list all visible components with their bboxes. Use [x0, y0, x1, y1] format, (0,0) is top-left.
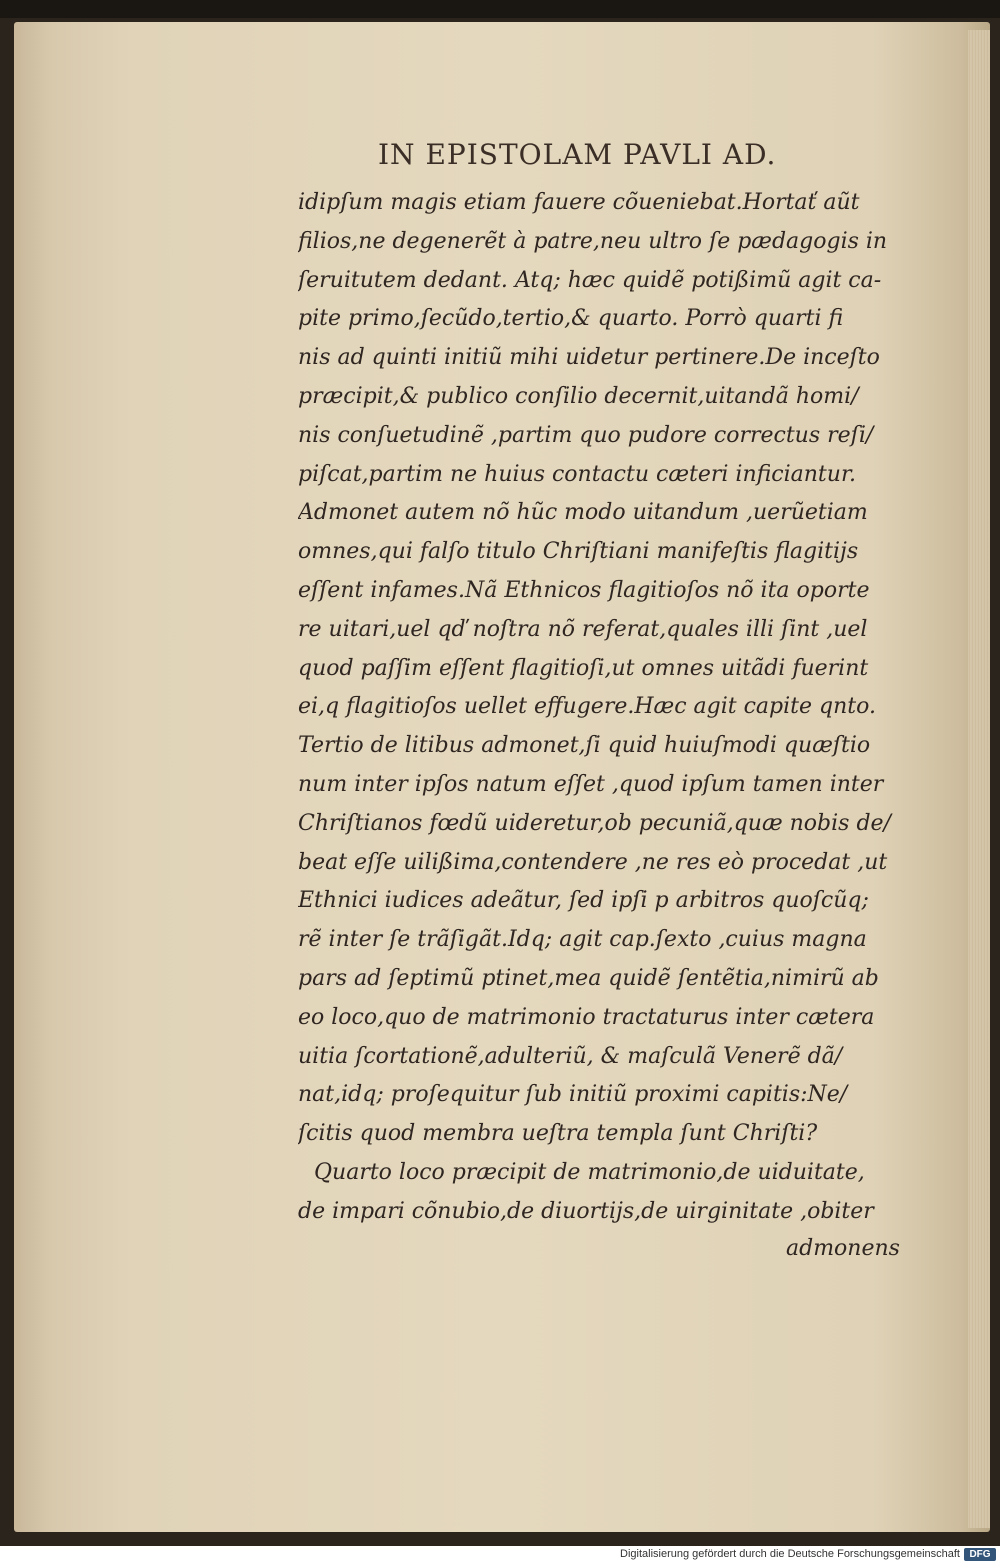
page-body-text [298, 184, 930, 1232]
text-line: quod paſſim eſſent flagitioſi,ut omnes uitãdi fuerint [298, 655, 869, 681]
text-line: beat eſſe uilißima,contendere ,ne res eò procedat ,ut [298, 849, 888, 875]
text-line: uitia ſcortationẽ,adulteriũ, & maſculã Venerẽ dã/ [298, 1043, 843, 1069]
text-line: eſſent infames.Nã Ethnicos flagitioſos nõ ita oporte [298, 577, 870, 603]
running-head-text: IN EPISTOLAM PAVLI AD. [378, 138, 777, 171]
text-line: piſcat,partim ne huius contactu cæteri inficiantur. [298, 461, 857, 487]
page-fore-edge [968, 30, 990, 1528]
text-line: re uitari,uel qď noſtra nõ referat,quales illi ſint ,uel [298, 616, 868, 642]
dfg-logo: DFG [964, 1548, 996, 1561]
text-line: nis conſuetudinẽ ,partim quo pudore correctus reſi/ [298, 422, 874, 448]
text-line: idipſum magis etiam fauere cõueniebat.Hortať aũt [298, 190, 860, 215]
catchword: admonens [786, 1236, 900, 1261]
footer-bar [0, 1546, 1000, 1564]
text-line: præcipit,& publico conſilio decernit,uitandã homi/ [298, 383, 859, 409]
text-line: rẽ inter ſe trãſigãt.Idq; agit cap.ſexto ,cuius magna [298, 927, 867, 953]
text-line: Ethnici iudices adeãtur, ſed ipſi p arbitros quoſcũq; [298, 888, 869, 914]
text-line: ei,q flagitioſos uellet effugere.Hæc agit capite qnto. [298, 694, 876, 720]
text-line: Admonet autem nõ hũc modo uitandum ,uerũetiam [298, 500, 868, 526]
text-line: nat,idq; proſequitur ſub initiũ proximi capitis:Ne/ [298, 1082, 848, 1108]
text-line: Tertio de litibus admonet,ſi quid huiuſmodi quæſtio [298, 733, 871, 759]
text-line: pite primo,ſecũdo,tertio,& quarto. Porrò quarti fi [298, 306, 844, 332]
running-head [0, 138, 1000, 178]
paragraph-start-line: Quarto loco præcipit de matrimonio,de uiduitate, [314, 1159, 865, 1185]
text-line: pars ad ſeptimũ ptinet,mea quidẽ ſentẽtia,nimirũ ab [298, 965, 879, 991]
text-line: omnes,qui falſo titulo Chriſtiani manifeſtis flagitijs [298, 539, 859, 565]
text-line: num inter ipſos natum eſſet ,quod ipſum tamen inter [298, 771, 884, 797]
text-line: ſeruitutem dedant. Atq; hæc quidẽ potißimũ agit ca- [298, 267, 882, 293]
text-line: eo loco,quo de matrimonio tractaturus inter cætera [298, 1004, 875, 1030]
text-line: de impari cõnubio,de diuortijs,de uirginitate ,obiter [298, 1198, 874, 1224]
text-line: ſcitis quod membra ueſtra templa ſunt Chriſti? [298, 1121, 818, 1147]
text-line: Chriſtianos fœdũ uideretur,ob pecuniã,quæ nobis de/ [298, 810, 891, 836]
text-line: nis ad quinti initiũ mihi uidetur pertinere.De inceſto [298, 345, 880, 371]
text-line: filios,ne degenerẽt à patre,neu ultro ſe pædagogis in [298, 228, 888, 254]
footer-credit: Digitalisierung gefördert durch die Deutsche Forschungsgemeinschaft [620, 1548, 960, 1560]
